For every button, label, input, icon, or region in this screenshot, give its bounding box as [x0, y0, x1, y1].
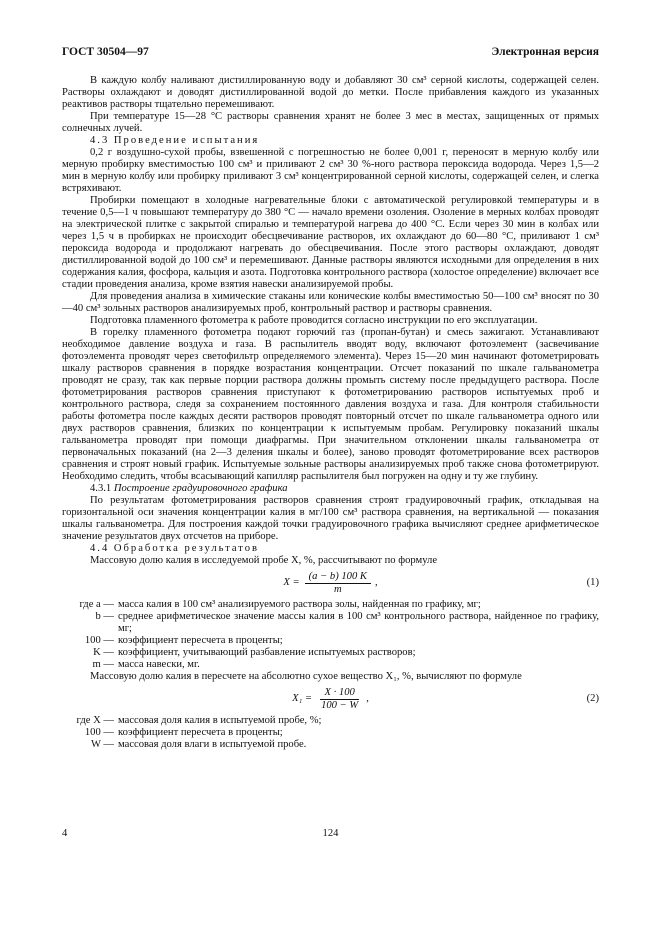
paragraph: 0,2 г воздушно-сухой пробы, взвешенной с погрешностью не более 0,001 г, переносят в мерную колбу или мерную пробирку вместимостью 100 см³ и приливают 2 см³ 30 %-ного раствора пероксида водорода. Через 1,5—2 мин в мерную колбу или пробирку приливают 3 см³ концентрированной серной кислоты, содержащей селен, и слегка встряхивают. [62, 147, 599, 194]
subsection-title: Построение градуировочного графика [113, 483, 288, 494]
definition-row [62, 659, 599, 671]
definition-row [62, 715, 599, 727]
definition-symbol: W — [90, 739, 114, 750]
formula-tail: , [374, 577, 378, 588]
formula-fraction [317, 687, 362, 712]
paragraph: Для проведения анализа в химические стаканы или конические колбы вместимостью 50—100 см³ вносят по 30—40 см³ зольных растворов анализируемых проб, контрольный раствор и растворы сравнения. [62, 291, 599, 314]
subsection-number: 4.3.1 [90, 483, 112, 494]
formula-lhs: X₁ = [292, 693, 313, 704]
definition-symbol: где a — [79, 599, 114, 610]
formula-fraction [305, 571, 371, 596]
version-label: Электронная версия [491, 46, 599, 58]
definition-row [62, 635, 599, 647]
paragraph: По результатам фотометрирования растворов сравнения строят градуировочный график, откладывая на горизонтальной оси значения концентрации калия в мг/100 см³ раствора сравнения, на вертикальной — показания шкалы гальванометра. Для построения каждой точки градуировочного графика вычисляют среднее арифметическое значение результатов двух отсчетов на приборе. [62, 495, 599, 542]
paragraph: Массовую долю калия в исследуемой пробе X, %, рассчитывают по формуле [90, 555, 438, 566]
definition-text: массовая доля влаги в испытуемой пробе. [118, 739, 307, 750]
formula-1 [62, 568, 599, 598]
formula-denominator: 100 − W [321, 699, 359, 711]
definition-text: среднее арифметическое значение массы калия в 100 см³ контрольного раствора, найденное по графику, мг; [118, 611, 599, 634]
formula-numerator: (a − b) 100 K [305, 571, 371, 584]
paragraph: Подготовка пламенного фотометра к работе проводится согласно инструкции по его эксплуатации. [90, 315, 538, 326]
page-number-center: 124 [322, 828, 339, 839]
definition-symbol: 100 — [84, 727, 114, 738]
definition-symbol: m — [92, 659, 114, 670]
definition-text: масса навески, мг. [118, 659, 200, 670]
document-body [62, 75, 599, 751]
formula-tail: , [366, 693, 369, 704]
definition-text: коэффициент, учитывающий разбавление испытуемых растворов; [118, 647, 416, 658]
definition-symbol: 100 — [84, 635, 114, 646]
paragraph: В каждую колбу наливают дистиллированную воду и добавляют 30 см³ серной кислоты, содержащей селен. Растворы охлаждают и доводят дистиллированной водой до метки. После прибавления каждого из указанных реактивов растворы тщательно перемешивают. [62, 75, 599, 110]
definition-text: коэффициент пересчета в проценты; [118, 635, 283, 646]
page-number-left: 4 [62, 828, 68, 839]
paragraph: Массовую долю калия в пересчете на абсолютно сухое вещество X₁, %, вычисляют по формуле [90, 671, 522, 682]
subsection-heading-4-3-1 [62, 483, 599, 495]
definition-symbol: b — [95, 611, 114, 622]
definition-row [62, 739, 599, 751]
formula-lhs: X = [283, 577, 300, 588]
variable-definitions-2 [62, 715, 599, 751]
paragraph: При температуре 15—28 °С растворы сравнения хранят не более 3 мес в местах, защищенных от прямых солнечных лучей. [62, 111, 599, 134]
formula-numerator: X · 100 [320, 687, 358, 700]
definition-row [62, 611, 599, 635]
definition-symbol: K — [93, 647, 114, 658]
section-heading-4-3: 4.3 Проведение испытания [90, 135, 260, 146]
paragraph: В горелку пламенного фотометра подают горючий газ (пропан-бутан) и смесь зажигают. Устанавливают необходимое давление воздуха и газа. В распылитель вводят воду, включают фотоэлемент (засвечивание фотоэлемента проводят через светофильтр определяемого элемента). Через 15—20 мин начинают фотометрировать шкалу растворов сравнения в порядке возрастания концентрации. Отсчет показаний по шкале гальванометра проводят не сразу, так как первые порции раствора должны промыть систему после предыдущего раствора. После фотометрирования растворов сравнения приступают к фотометрированию растворов испытуемых проб и контрольного раствора, следя за сохранением постоянного давления воздуха и газа. Для контроля стабильности работы фотометра после каждых десяти растворов проводят повторный отсчет по шкале гальванометра одного или двух растворов сравнения, близких по концентрации к испытуемым пробам. Регулировку показаний шкалы гальванометра проводят при помощи диафрагмы. При значительном отклонении шкалы гальванометра от первоначальных показаний (на 2—3 деления шкалы и более), заново проводят фотометрирование всех растворов сравнения и строят новый график. Испытуемые зольные растворы анализируемых проб также снова фотометрируют. Необходимо следить, чтобы всасывающий капилляр распылителя был погружен на одну и ту же глубину. [62, 327, 599, 482]
variable-definitions-1 [62, 599, 599, 671]
definition-row [62, 647, 599, 659]
definition-row [62, 599, 599, 611]
formula-denominator: m [333, 583, 342, 595]
formula-number: (1) [586, 577, 599, 588]
formula-2 [62, 684, 599, 714]
definition-text: масса калия в 100 см³ анализируемого раствора золы, найденная по графику, мг; [118, 599, 481, 610]
definition-symbol: где X — [76, 715, 114, 726]
paragraph: Пробирки помещают в холодные нагревательные блоки с автоматической регулировкой температуры и в течение 0,5—1 ч повышают температуру до 380 °С — начало времени озоления. Озоление в мерных колбах проводят на электрической плитке с закрытой спиралью и температурой нагрева до 400 °С. Если через 30 мин в колбах или через 1,5 ч в пробирках не происходит обесцвечивание растворов, их охлаждают до 60—80 °С, приливают 1 см³ пероксида водорода и продолжают нагревать до обесцвечивания. После этого растворы охлаждают, доводят дистиллированной водой до 100 см³ и перемешивают. Данные растворы являются исходными для определения в них содержания калия, фосфора, кальция и азота. Подготовка контрольного раствора (холостое определение) включает все стадии проведения анализа, кроме взятия навески анализируемой пробы. [62, 195, 599, 290]
standard-code: ГОСТ 30504—97 [62, 46, 149, 58]
section-heading-4-4: 4.4 Обработка результатов [90, 543, 260, 554]
definition-text: массовая доля калия в испытуемой пробе, %; [118, 715, 322, 726]
formula-number: (2) [586, 693, 599, 704]
definition-text: коэффициент пересчета в проценты; [118, 727, 283, 738]
definition-row [62, 727, 599, 739]
